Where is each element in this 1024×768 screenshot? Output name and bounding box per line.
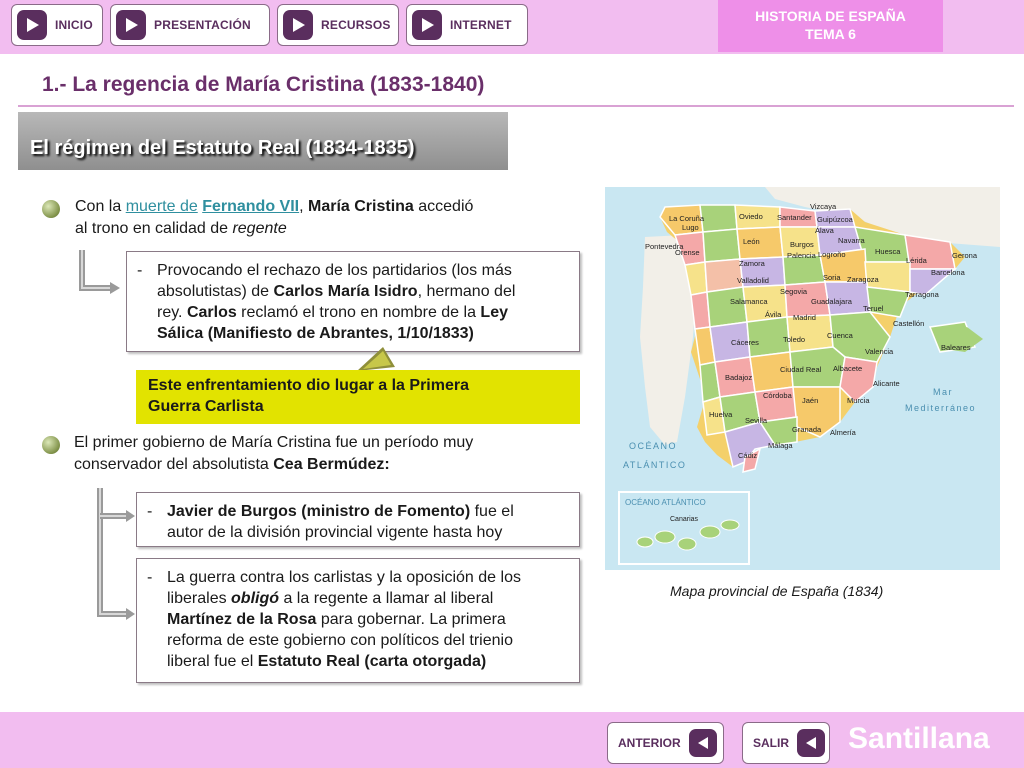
play-right-icon [116, 10, 146, 40]
recursos-label: RECURSOS [321, 18, 391, 32]
play-right-icon [412, 10, 442, 40]
province-label: Badajoz [725, 373, 753, 382]
internet-button[interactable] [406, 4, 528, 46]
inset-label: Canarias [670, 516, 699, 523]
callout-pointer [355, 345, 400, 373]
province-label: Álava [815, 226, 834, 235]
unit-topic: TEMA 6 [805, 26, 856, 42]
bracket-connector [74, 248, 124, 300]
province-label: Castellón [893, 319, 925, 328]
province-label: Madrid [793, 313, 816, 322]
bullet-icon [42, 200, 60, 218]
bracket-connector [92, 486, 136, 626]
province-label: Cuenca [827, 331, 853, 340]
play-left-icon [689, 729, 717, 757]
province-label: Pontevedra [645, 242, 684, 251]
province-label: Cáceres [731, 338, 759, 347]
province-label: Soria [823, 273, 841, 282]
salir-button[interactable] [742, 722, 830, 764]
link-fernando-vii[interactable]: Fernando VII [202, 198, 300, 215]
box-martinez-de-la-rosa: - La guerra contra los carlistas y la oposición de los liberales obligó a la regente a llamar al liberal Martínez de la Rosa para gobernar. La primera reforma de este gobierno con políticos del trienio liberal fue el Estatuto Real (carta otorgada) [136, 558, 580, 683]
province-label: Orense [675, 248, 700, 257]
unit-subject: HISTORIA DE ESPAÑA [755, 8, 906, 24]
highlight-carlist-war: Este enfrentamiento dio lugar a la Primera Guerra Carlista [136, 370, 580, 424]
province-label: Tarragona [905, 290, 939, 299]
brand-logo: Santillana [848, 722, 990, 755]
province-label: Albacete [833, 364, 863, 373]
box-javier-de-burgos: - Javier de Burgos (ministro de Fomento) fue el autor de la división provincial vigente hasta hoy [136, 492, 580, 547]
province-label: Segovia [780, 287, 808, 296]
box-carlos-claim: - Provocando el rechazo de los partidarios (los más absolutistas) de Carlos María Isidro, hermano del rey. Carlos reclamó el trono en nombre de la Ley Sálica (Manifiesto de Abrantes, 1/10/1833) [126, 251, 580, 352]
province-label: Granada [792, 425, 822, 434]
province-label: Murcia [847, 396, 870, 405]
province-label: Santander [777, 213, 812, 222]
province-label: Guipúzcoa [817, 215, 853, 224]
presentacion-label: PRESENTACIÓN [154, 18, 251, 32]
ocean-label: OCÉANO [629, 441, 678, 451]
province-label: Barcelona [931, 268, 965, 277]
province-label: Vizcaya [810, 202, 837, 211]
province-label: Huesca [875, 247, 901, 256]
title-divider [18, 105, 1014, 107]
play-right-icon [283, 10, 313, 40]
province-label: Guadalajara [811, 297, 852, 306]
anterior-label: ANTERIOR [618, 736, 681, 750]
bullet-icon [42, 436, 60, 454]
play-left-icon [797, 729, 825, 757]
anterior-button[interactable] [607, 722, 724, 764]
province-label: Alicante [873, 379, 900, 388]
province-label: Almería [830, 428, 856, 437]
province-label: Navarra [838, 236, 865, 245]
province-label: Palencia [787, 251, 816, 260]
province-label: Córdoba [763, 391, 792, 400]
page-title: 1.- La regencia de María Cristina (1833-1840) [42, 73, 485, 96]
province-label: León [743, 237, 760, 246]
play-right-icon [17, 10, 47, 40]
map-caption: Mapa provincial de España (1834) [670, 583, 884, 599]
province-label: Baleares [941, 343, 971, 352]
sea-label: Mediterráneo [905, 403, 977, 413]
province-label: Salamanca [730, 297, 768, 306]
province-label: Sevilla [745, 416, 768, 425]
salir-label: SALIR [753, 736, 789, 750]
province-label: La Coruña [669, 214, 705, 223]
section-title: El régimen del Estatuto Real (1834-1835) [30, 137, 415, 159]
province-label: Zaragoza [847, 275, 879, 284]
province-label: Huelva [709, 410, 733, 419]
province-label: Ciudad Real [780, 365, 822, 374]
province-label: Valladolid [737, 276, 769, 285]
province-label: Jaén [802, 396, 819, 405]
province-label: Teruel [863, 304, 884, 313]
recursos-button[interactable] [277, 4, 399, 46]
inicio-button[interactable] [11, 4, 103, 46]
province-label: Logroño [818, 250, 846, 259]
province-label: Zamora [739, 259, 765, 268]
province-label: Valencia [865, 347, 894, 356]
provincial-map [605, 187, 1000, 570]
inicio-label: INICIO [55, 18, 93, 32]
province-label: Lugo [682, 223, 699, 232]
ocean-label: ATLÁNTICO [623, 460, 687, 470]
province-label: Málaga [768, 441, 793, 450]
sea-label: Mar [933, 387, 953, 397]
province-label: Gerona [952, 251, 978, 260]
province-label: Toledo [783, 335, 806, 344]
bullet-2-text: El primer gobierno de María Cristina fue un período muy conservador del absolutista Cea Bermúdez: [74, 434, 474, 473]
province-label: Oviedo [739, 212, 763, 221]
bullet-1-text: Con la muerte de Fernando VII, María Cristina accedió al trono en calidad de regente [75, 198, 474, 237]
presentacion-button[interactable] [110, 4, 270, 46]
internet-label: INTERNET [450, 18, 512, 32]
unit-badge [718, 0, 943, 52]
province-label: Lérida [906, 256, 927, 265]
inset-title: OCÉANO ATLÁNTICO [625, 498, 706, 507]
link-muerte-de[interactable]: muerte de [125, 198, 198, 215]
province-label: Burgos [790, 240, 814, 249]
province-label: Ávila [765, 310, 782, 319]
province-label: Cádiz [738, 451, 758, 460]
